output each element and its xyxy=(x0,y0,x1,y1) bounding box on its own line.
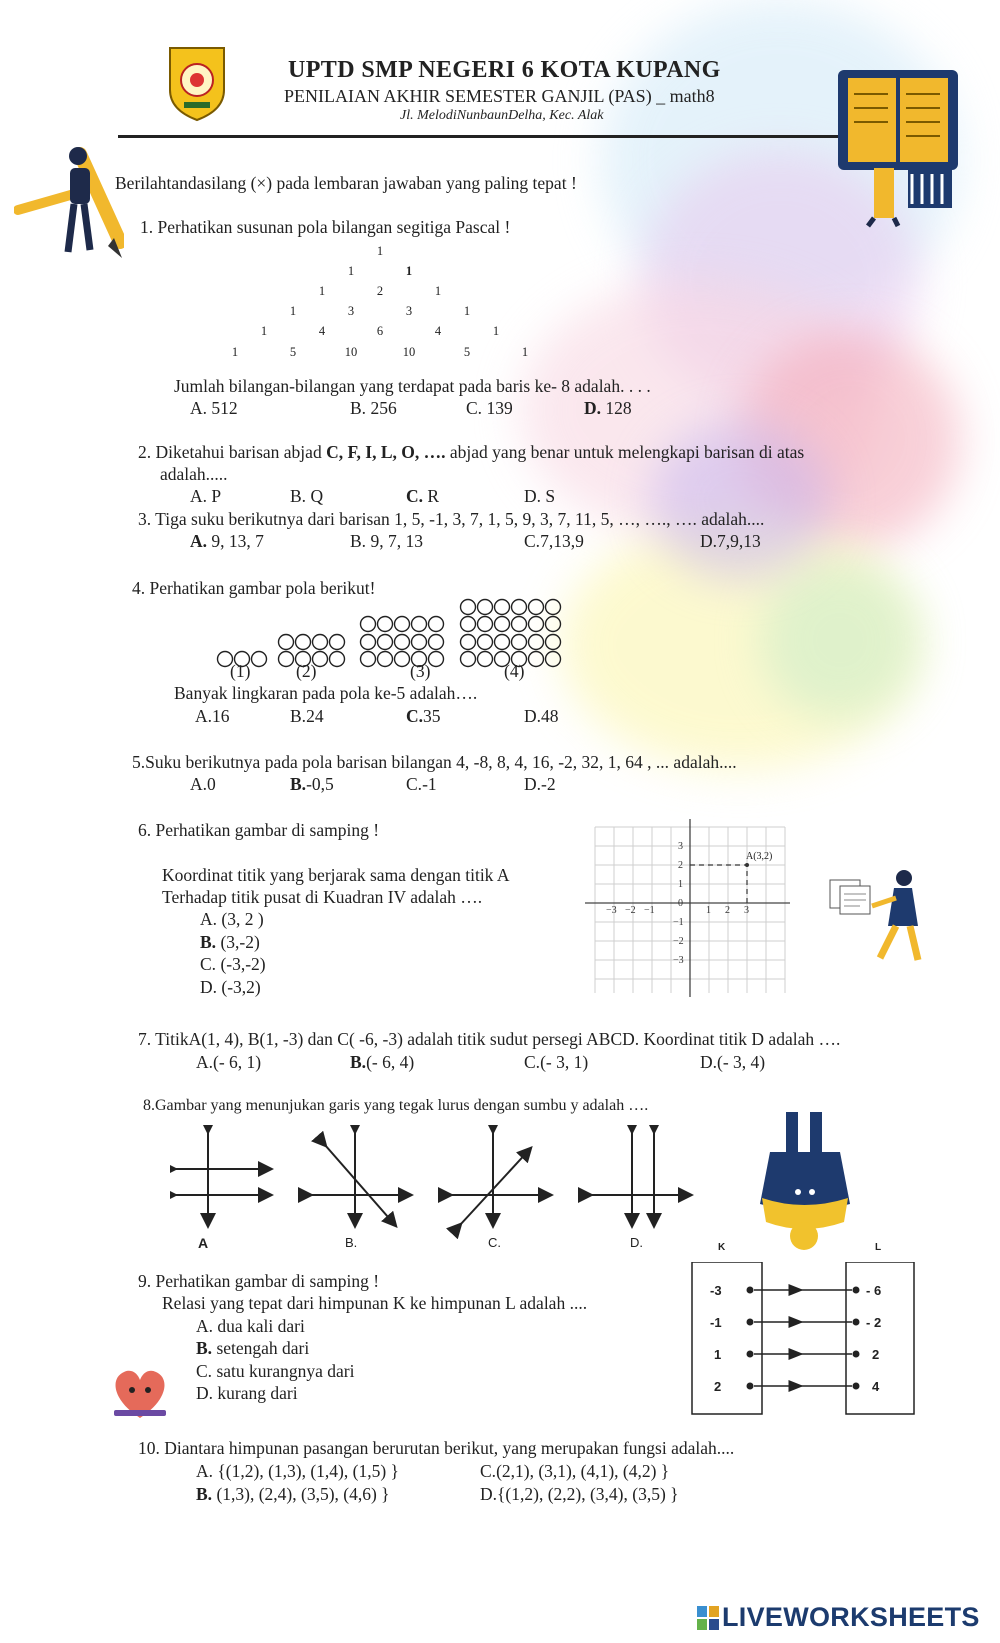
q2-option-a[interactable]: A. P xyxy=(190,486,222,506)
q3-prompt: 3. Tiga suku berikutnya dari barisan 1, 5, -1, 3, 7, 1, 5, 9, 3, 7, 11, 5, …, …., …. adalah.... xyxy=(138,509,765,529)
q8-label-c[interactable]: C. xyxy=(488,1235,501,1250)
y-tick: 3 xyxy=(678,841,683,852)
pattern-3-circles xyxy=(361,617,444,667)
pattern-4-circles xyxy=(461,600,561,667)
set-l-element: - 2 xyxy=(866,1315,882,1330)
pascal-number: 1 xyxy=(405,264,413,278)
q4-option-a[interactable]: A.16 xyxy=(195,706,230,726)
point-a xyxy=(745,863,749,867)
q5-prompt: 5.Suku berikutnya pada pola barisan bilangan 4, -8, 8, 4, 16, -2, 32, 1, 64 , ... adalah.... xyxy=(132,752,737,772)
y-tick: −2 xyxy=(673,936,684,947)
set-l-element: - 6 xyxy=(866,1283,882,1298)
x-tick: −1 xyxy=(644,905,655,916)
liveworksheets-logo-icon xyxy=(697,1606,719,1630)
pascal-number: 4 xyxy=(318,324,326,338)
q4-option-c[interactable]: C.35 xyxy=(406,706,441,726)
option-text: 139 xyxy=(482,398,513,418)
x-tick: 3 xyxy=(744,905,749,916)
q9-prompt: 9. Perhatikan gambar di samping ! xyxy=(138,1271,380,1291)
pascal-number: 3 xyxy=(405,304,413,318)
y-tick: 1 xyxy=(678,879,683,890)
q6-option-b[interactable]: B. (3,-2) xyxy=(200,932,260,952)
option-letter: C. xyxy=(466,398,483,418)
q2-option-c[interactable]: C. R xyxy=(406,486,440,506)
q2-prompt: 2. Diketahui barisan abjad C, F, I, L, O, …. abjad yang benar untuk melengkapi barisan di atas xyxy=(138,442,805,462)
q1-option-a[interactable] xyxy=(190,400,238,418)
pascal-number: 1 xyxy=(289,304,297,318)
q7-option-a[interactable]: A.(- 6, 1) xyxy=(196,1052,262,1072)
q7-option-b[interactable]: B.(- 6, 4) xyxy=(350,1052,415,1072)
q6-option-d[interactable]: D. (-3,2) xyxy=(200,977,261,997)
q5-option-b[interactable]: B.-0,5 xyxy=(290,774,334,794)
q4-option-d[interactable]: D.48 xyxy=(524,706,559,726)
y-tick: 0 xyxy=(678,898,683,909)
y-tick: −1 xyxy=(673,917,684,928)
q6-line-1: Koordinat titik yang berjarak sama dengan titik A xyxy=(162,865,510,885)
pascal-number: 2 xyxy=(376,284,384,298)
q3-option-c[interactable]: C.7,13,9 xyxy=(524,531,584,551)
set-l-label: L xyxy=(875,1242,882,1253)
option-b-slanted-line xyxy=(325,1145,395,1225)
pascal-number: 1 xyxy=(492,324,500,338)
q3-option-b[interactable]: B. 9, 7, 13 xyxy=(350,531,423,551)
set-k-element: -1 xyxy=(710,1315,722,1330)
q6-prompt: 6. Perhatikan gambar di samping ! xyxy=(138,820,380,840)
set-k-label: K xyxy=(718,1242,726,1253)
pattern-label-2: (2) xyxy=(296,661,317,681)
pascal-number: 10 xyxy=(344,345,358,359)
pascal-number: 1 xyxy=(231,345,239,359)
pascal-number: 1 xyxy=(521,345,529,359)
set-k-element: 1 xyxy=(714,1347,722,1362)
q5-option-a[interactable]: A.0 xyxy=(190,774,216,794)
point-a-label: A(3,2) xyxy=(746,851,773,862)
exam-title: PENILAIAN AKHIR SEMESTER GANJIL (PAS) _ math8 xyxy=(284,86,715,106)
pascal-number: 1 xyxy=(463,304,471,318)
q7-option-c[interactable]: C.(- 3, 1) xyxy=(524,1052,589,1072)
school-name: UPTD SMP NEGERI 6 KOTA KUPANG xyxy=(288,57,721,83)
q10-option-d[interactable]: D.{(1,2), (2,2), (3,4), (3,5) } xyxy=(480,1484,679,1504)
q8-label-a[interactable]: A xyxy=(198,1235,209,1251)
option-c-slanted-line xyxy=(460,1149,530,1225)
x-tick: −3 xyxy=(606,905,617,916)
x-tick: −2 xyxy=(625,905,636,916)
pascal-number: 1 xyxy=(318,284,326,298)
heart-character-illustration xyxy=(106,1360,174,1428)
pascal-number: 1 xyxy=(376,244,384,258)
q8-label-d[interactable]: D. xyxy=(630,1235,643,1250)
coordinate-grid xyxy=(580,815,795,997)
x-tick: 2 xyxy=(725,905,730,916)
q1-prompt: 1. Perhatikan susunan pola bilangan segitiga Pascal ! xyxy=(140,217,511,237)
q1-option-c[interactable] xyxy=(466,400,513,418)
q6-option-a[interactable]: A. (3, 2 ) xyxy=(200,909,264,929)
q10-prompt: 10. Diantara himpunan pasangan berurutan berikut, yang merupakan fungsi adalah.... xyxy=(138,1438,735,1458)
set-l-element: 4 xyxy=(872,1379,880,1394)
circle-pattern-figure xyxy=(210,595,590,675)
q5-option-d[interactable]: D.-2 xyxy=(524,774,556,794)
school-logo xyxy=(166,44,228,122)
q1-option-b[interactable] xyxy=(350,400,397,418)
q10-option-c[interactable]: C.(2,1), (3,1), (4,1), (4,2) } xyxy=(480,1461,670,1481)
pattern-label-3: (3) xyxy=(410,661,431,681)
q4-prompt: 4. Perhatikan gambar pola berikut! xyxy=(132,578,376,598)
set-k-element: 2 xyxy=(714,1379,722,1394)
pattern-label-4: (4) xyxy=(504,661,525,681)
q3-option-a[interactable]: A. 9, 13, 7 xyxy=(190,531,264,551)
q4-question: Banyak lingkaran pada pola ke-5 adalah…. xyxy=(174,683,478,703)
q9-option-c[interactable]: C. satu kurangnya dari xyxy=(196,1361,355,1381)
q10-option-a[interactable]: A. {(1,2), (1,3), (1,4), (1,5) } xyxy=(196,1461,399,1481)
set-k-element: -3 xyxy=(710,1283,722,1298)
q2-option-b[interactable]: B. Q xyxy=(290,486,324,506)
pascal-number: 1 xyxy=(260,324,268,338)
option-text: 128 xyxy=(601,398,632,418)
perpendicular-lines-figure xyxy=(170,1125,710,1245)
pascal-number: 1 xyxy=(434,284,442,298)
q8-prompt: 8.Gambar yang menunjukan garis yang tegak lurus dengan sumbu y adalah …. xyxy=(143,1097,649,1114)
q9-option-d[interactable]: D. kurang dari xyxy=(196,1383,298,1403)
q5-option-c[interactable]: C.-1 xyxy=(406,774,437,794)
liveworksheets-brand: LIVEWORKSHEETS xyxy=(722,1602,980,1632)
q9-question: Relasi yang tepat dari himpunan K ke himpunan L adalah .... xyxy=(162,1293,588,1313)
student-papers-illustration xyxy=(822,868,932,968)
q7-prompt: 7. TitikA(1, 4), B(1, -3) dan C( -6, -3) adalah titik sudut persegi ABCD. Koordinat titik D adalah …. xyxy=(138,1029,841,1049)
q6-option-c[interactable]: C. (-3,-2) xyxy=(200,954,266,974)
option-text: 512 xyxy=(207,398,238,418)
pascal-number: 6 xyxy=(376,324,384,338)
pascal-number: 10 xyxy=(402,345,416,359)
pascal-number: 3 xyxy=(347,304,355,318)
school-address: Jl. MelodiNunbaunDelha, Kec. Alak xyxy=(400,108,604,123)
pattern-label-1: (1) xyxy=(230,661,251,681)
option-letter: D. xyxy=(584,398,602,418)
q1-option-d[interactable] xyxy=(584,400,632,418)
option-text: 256 xyxy=(366,398,397,418)
q8-label-b[interactable]: B. xyxy=(345,1235,358,1250)
set-l-element: 2 xyxy=(872,1347,880,1362)
q4-option-b[interactable]: B.24 xyxy=(290,706,324,726)
q9-option-a[interactable]: A. dua kali dari xyxy=(196,1316,305,1336)
pascal-number: 1 xyxy=(347,264,355,278)
hanging-figure-illustration xyxy=(740,1112,870,1252)
q2-prompt-cont: adalah..... xyxy=(160,464,228,484)
option-letter: A. xyxy=(190,398,208,418)
q6-line-2: Terhadap titik pusat di Kuadran IV adalah …. xyxy=(162,887,483,907)
pascal-number: 5 xyxy=(289,345,297,359)
q10-option-b[interactable]: B. (1,3), (2,4), (3,5), (4,6) } xyxy=(196,1484,390,1504)
x-tick: 1 xyxy=(706,905,711,916)
q9-option-b[interactable]: B. setengah dari xyxy=(196,1338,310,1358)
q2-sequence: C, F, I, L, O, …. xyxy=(326,442,446,462)
reader-book-illustration xyxy=(828,64,968,229)
option-letter: B. xyxy=(350,398,367,418)
q7-option-d[interactable]: D.(- 3, 4) xyxy=(700,1052,766,1072)
header-divider xyxy=(118,135,858,138)
y-tick: 2 xyxy=(678,860,683,871)
pascal-number: 5 xyxy=(463,345,471,359)
pascal-number: 4 xyxy=(434,324,442,338)
instruction-text: Berilahtandasilang (×) pada lembaran jawaban yang paling tepat ! xyxy=(115,173,577,193)
q1-question: Jumlah bilangan-bilangan yang terdapat pada baris ke- 8 adalah. . . . xyxy=(174,376,651,396)
set-k-box xyxy=(696,1262,762,1414)
y-tick: −3 xyxy=(673,955,684,966)
student-pencil-illustration xyxy=(14,142,124,262)
arrow-diagram xyxy=(690,1262,920,1416)
q2-option-d[interactable]: D. S xyxy=(524,486,556,506)
q3-option-d[interactable]: D.7,9,13 xyxy=(700,531,761,551)
